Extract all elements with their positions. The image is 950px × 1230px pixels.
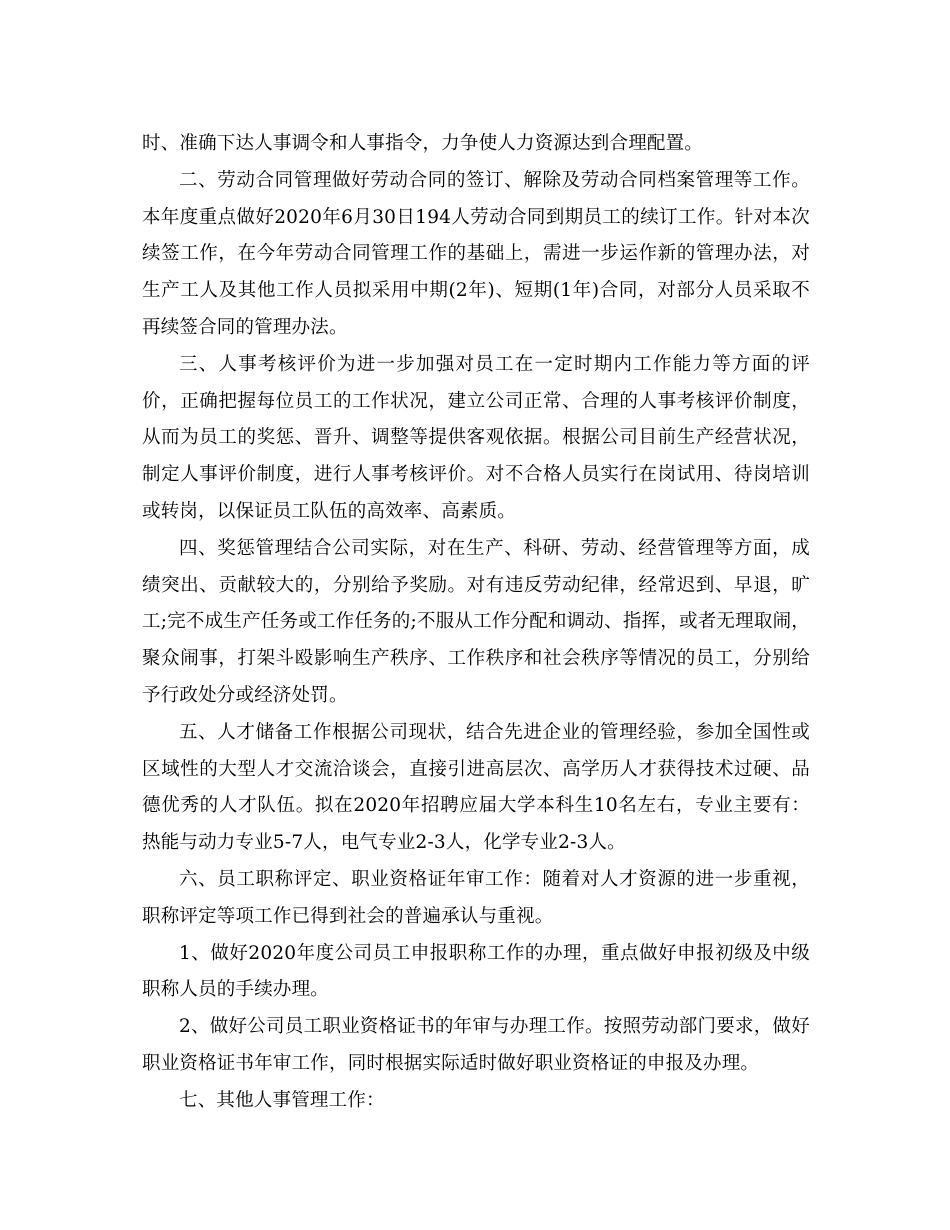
- paragraph-continuation: 时、准确下达人事调令和人事指令，力争使人力资源达到合理配置。: [142, 133, 704, 154]
- paragraph-title-evaluation-item-1: 1、做好2020年度公司员工申报职称工作的办理，重点做好申报初级及中级职称人员的手续办理。: [142, 942, 810, 1001]
- paragraph-rewards-penalties: 四、奖惩管理结合公司实际，对在生产、科研、劳动、经营管理等方面，成绩突出、贡献较大的，分别给予奖励。对有违反劳动纪律，经常迟到、早退，旷工;完不成生产任务或工作任务的;不服从工作分配和调动、指挥，或者无理取闹，聚众闹事，打架斗殴影响生产秩序、工作秩序和社会秩序等情况的员工，分别给予行政处分或经济处罚。: [142, 537, 810, 706]
- paragraph-other-work: 七、其他人事管理工作：: [179, 1089, 385, 1111]
- paragraph-labor-contract: 二、劳动合同管理做好劳动合同的签订、解除及劳动合同档案管理等工作。本年度重点做好2020年6月30日194人劳动合同到期员工的续订工作。针对本次续签工作，在今年劳动合同管理工作的基础上，需进一步运作新的管理办法，对生产工人及其他工作人员拟采用中期(2年)、短期(1年)合同，对部分人员采取不再续签合同的管理办法。: [142, 169, 810, 338]
- paragraph-title-evaluation: 六、员工职称评定、职业资格证年审工作：随着对人才资源的进一步重视，职称评定等项工作已得到社会的普遍承认与重视。: [142, 868, 810, 927]
- paragraph-title-evaluation-item-2: 2、做好公司员工职业资格证书的年审与办理工作。按照劳动部门要求，做好职业资格证书年审工作，同时根据实际适时做好职业资格证的申报及办理。: [142, 1016, 810, 1074]
- document-body: [142, 126, 810, 1120]
- paragraph-talent-reserve: 五、人才储备工作根据公司现状，结合先进企业的管理经验，参加全国性或区域性的大型人才交流洽谈会，直接引进高层次、高学历人才获得技术过硬、品德优秀的人才队伍。拟在2020年招聘应届大学本科生10名左右，专业主要有：热能与动力专业5-7人，电气专业2-3人，化学专业2-3人。: [142, 721, 810, 854]
- paragraph-personnel-assessment: 三、人事考核评价为进一步加强对员工在一定时期内工作能力等方面的评价，正确把握每位员工的工作状况，建立公司正常、合理的人事考核评价制度，从而为员工的奖惩、晋升、调整等提供客观依据。根据公司目前生产经营状况，制定人事评价制度，进行人事考核评价。对不合格人员实行在岗试用、待岗培训或转岗，以保证员工队伍的高效率、高素质。: [142, 353, 810, 522]
